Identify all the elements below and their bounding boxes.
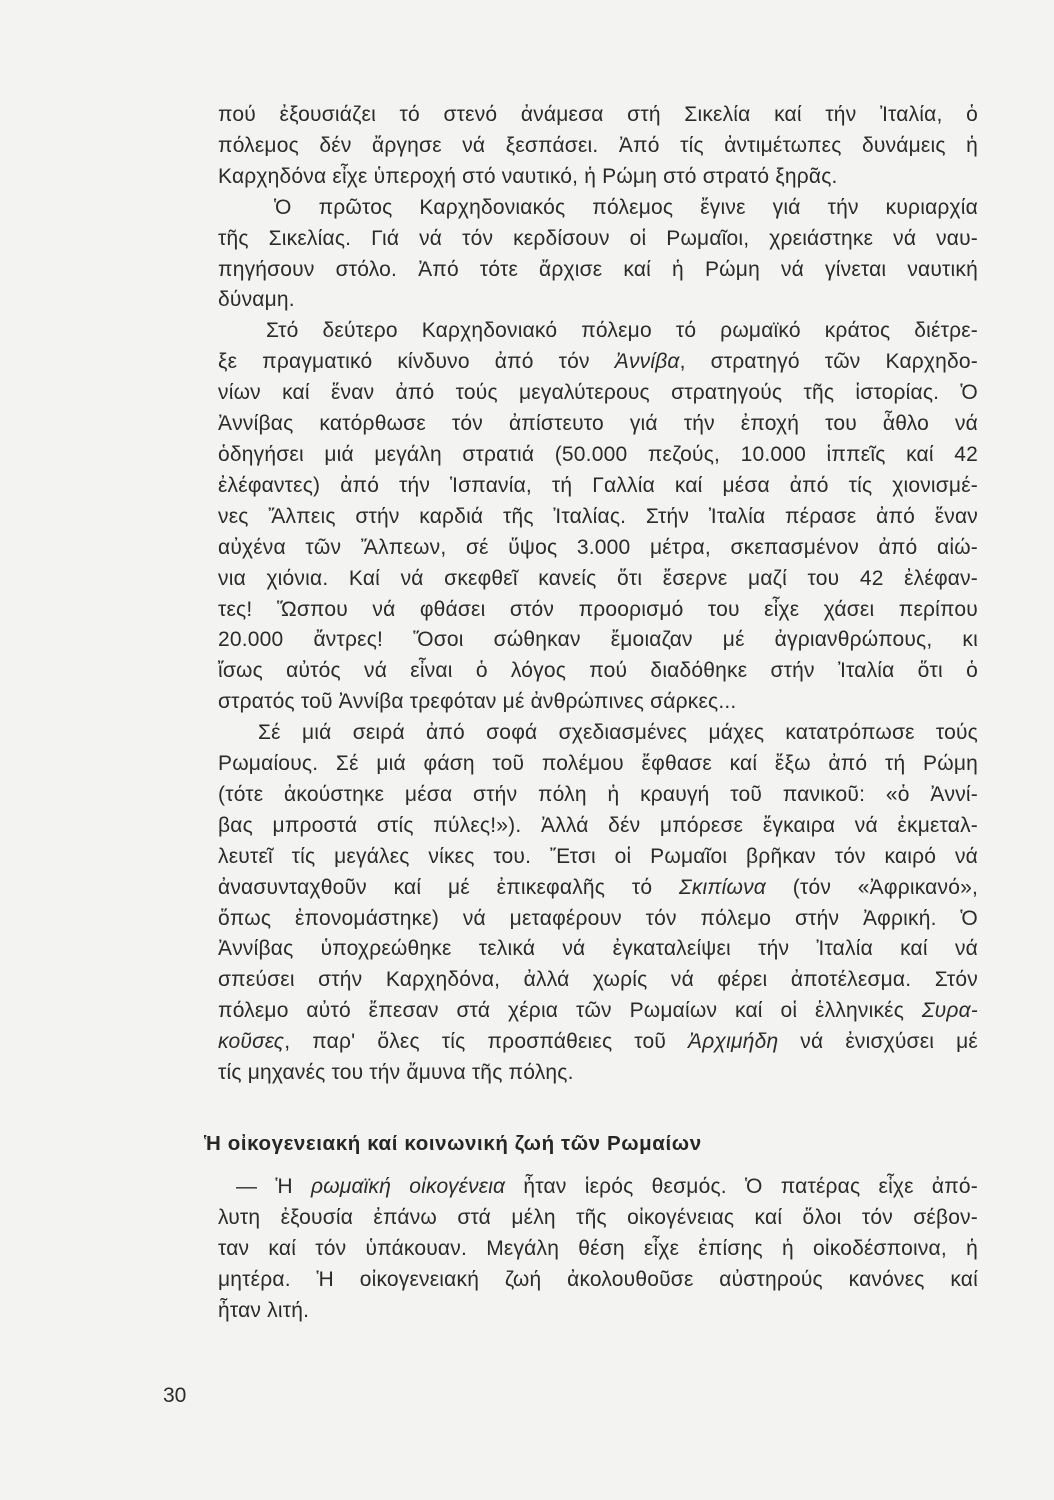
name-archimedes: Ἀρχιμήδη (688, 1030, 779, 1054)
text-fragment: ξε πραγματικό κίνδυνο ἀπό τόν (218, 350, 615, 374)
text-line: πού ἐξουσιάζει τό στενό ἀνάμεσα στή Σικελία καί τήν Ἰταλία, ὁ (218, 103, 978, 126)
text-fragment: ἦταν ἱερός θεσμός. Ὁ πατέρας εἶχε ἀπό- (505, 1175, 978, 1198)
text-line: τῆς Σικελίας. Γιά νά τόν κερδίσουν οἱ Ρωμαῖοι, χρειάστηκε νά ναυ- (218, 226, 978, 250)
text-fragment: (τόν «Ἀφρικανό», (765, 875, 978, 899)
text-line: νες Ἄλπεις στήν καρδιά τῆς Ἰταλίας. Στήν Ἰταλία πέρασε ἀπό ἕναν (218, 504, 978, 528)
page-number: 30 (163, 1384, 187, 1407)
text-line: Ἀννίβας ὑποχρεώθηκε τελικά νά ἐγκαταλείψει τήν Ἰταλία καί νά (218, 937, 978, 961)
text-line: ὅπως ἐπονομάστηκε) νά μεταφέρουν τόν πόλεμο στήν Ἀφρική. Ὁ (218, 906, 978, 930)
text-line: τες! Ὥσπου νά φθάσει στόν προορισμό του εἶχε χάσει περίπου (218, 597, 978, 621)
paragraph-first-line: Ὁ πρῶτος Καρχηδονιακός πόλεμος ἔγινε γιά τήν κυριαρχία (274, 195, 978, 219)
paragraph-first-line: Σέ μιά σειρά ἀπό σοφά σχεδιασμένες μάχες κατατρόπωσε τούς (258, 721, 978, 745)
name-scipio: Σκιπίωνα (679, 875, 766, 899)
text-line: Καρχηδόνα εἶχε ὑπεροχή στό ναυτικό, ἡ Ρώμη στό στρατό ξηρᾶς. (218, 164, 838, 188)
text-line: ὁδηγήσει μιά μεγάλη στρατιά (50.000 πεζούς, 10.000 ἱππεῖς καί 42 (218, 442, 978, 466)
text-fragment: , παρ' ὅλες τίς προσπάθειες τοῦ (284, 1030, 689, 1054)
text-line: ἐλέφαντες) ἀπό τήν Ἱσπανία, τή Γαλλία καί μέσα ἀπό τίς χιονισμέ- (218, 473, 978, 497)
text-line: λευτεῖ τίς μεγάλες νίκες του. Ἔτσι οἱ Ρωμαῖοι βρῆκαν τόν καιρό νά (218, 844, 978, 868)
text-line: ἦταν λιτή. (218, 1298, 310, 1322)
text-line: αὐχένα τῶν Ἄλπεων, σέ ὕψος 3.000 μέτρα, σκεπασμένον ἀπό αἰώ- (218, 535, 978, 559)
text-line: νίων καί ἕναν ἀπό τούς μεγαλύτερους στρατηγούς τῆς ἱστορίας. Ὁ (218, 381, 978, 405)
name-hannibal: Ἀννίβα (614, 350, 680, 374)
text-line (218, 873, 978, 904)
text-line: δύναμη. (218, 288, 295, 312)
text-fragment: — Ἡ (236, 1175, 311, 1198)
text-line (218, 1027, 978, 1058)
text-line: ταν καί τόν ὑπάκουαν. Μεγάλη θέση εἶχε ἐπίσης ἡ οἰκοδέσποινα, ἡ (218, 1236, 978, 1260)
text-line: λυτη ἐξουσία ἐπάνω στά μέλη τῆς οἰκογένειας καί ὅλοι τόν σέβον- (218, 1205, 978, 1229)
body-text-section-2 (218, 1172, 978, 1327)
name-syracuse-cont: κοῦσες (218, 1030, 285, 1054)
text-line: ἴσως αὐτός νά εἶναι ὁ λόγος πού διαδόθηκε στήν Ἰταλία ὅτι ὁ (218, 659, 978, 683)
text-line (218, 996, 978, 1027)
text-fragment: , στρατηγό τῶν Καρχηδο- (679, 350, 978, 374)
text-line: βας μπροστά στίς πύλες!»). Ἀλλά δέν μπόρεσε ἔγκαιρα νά ἐκμεταλ- (218, 813, 978, 837)
text-line: στρατός τοῦ Ἀννίβα τρεφόταν μέ ἀνθρώπινες σάρκες... (218, 690, 737, 714)
body-text-section-1 (218, 100, 978, 1089)
text-line (218, 347, 978, 378)
term-roman-family: ρωμαϊκή οἰκογένεια (310, 1175, 506, 1198)
text-line: Ἀννίβας κατόρθωσε τόν ἀπίστευτο γιά τήν ἐποχή του ἆθλο νά (218, 412, 978, 436)
text-line: 20.000 ἄντρες! Ὅσοι σώθηκαν ἔμοιαζαν μέ ἀγριανθρώπους, κι (218, 628, 978, 652)
text-line: (τότε ἀκούστηκε μέσα στήν πόλη ἡ κραυγή τοῦ πανικοῦ: «ὁ Ἀννί- (218, 782, 978, 806)
text-line: πόλεμος δέν ἄργησε νά ξεσπάσει. Ἀπό τίς ἀντιμέτωπες δυνάμεις ἡ (218, 133, 978, 157)
name-syracuse: Συρα- (921, 999, 978, 1023)
text-line: τίς μηχανές του τήν ἄμυνα τῆς πόλης. (218, 1061, 574, 1085)
text-fragment: πόλεμο αὐτό ἔπεσαν στά χέρια τῶν Ρωμαίων καί οἱ ἑλληνικές (218, 999, 922, 1023)
paragraph-first-line: Στό δεύτερο Καρχηδονιακό πόλεμο τό ρωμαϊκό κράτος διέτρε- (266, 319, 978, 343)
text-line: μητέρα. Ἡ οἰκογενειακή ζωή ἀκολουθοῦσε αὐστηρούς κανόνες καί (218, 1267, 978, 1291)
text-line: πηγήσουν στόλο. Ἀπό τότε ἄρχισε καί ἡ Ρώμη νά γίνεται ναυτική (218, 257, 978, 281)
text-line: σπεύσει στήν Καρχηδόνα, ἀλλά χωρίς νά φέρει ἀποτέλεσμα. Στόν (218, 968, 978, 992)
section-heading: Ἡ οἰκογενειακή καί κοινωνική ζωή τῶν Ρωμαίων (204, 1132, 702, 1155)
text-fragment: νά ἐνισχύσει μέ (778, 1030, 978, 1054)
text-line: νια χιόνια. Καί νά σκεφθεῖ κανείς ὅτι ἔσερνε μαζί του 42 ἐλέφαν- (218, 566, 978, 590)
text-fragment: ἀνασυνταχθοῦν καί μέ ἐπικεφαλῆς τό (218, 875, 680, 899)
text-line: Ρωμαίους. Σέ μιά φάση τοῦ πολέμου ἔφθασε καί ἔξω ἀπό τή Ρώμη (218, 752, 978, 776)
paragraph-first-line (218, 1172, 978, 1203)
